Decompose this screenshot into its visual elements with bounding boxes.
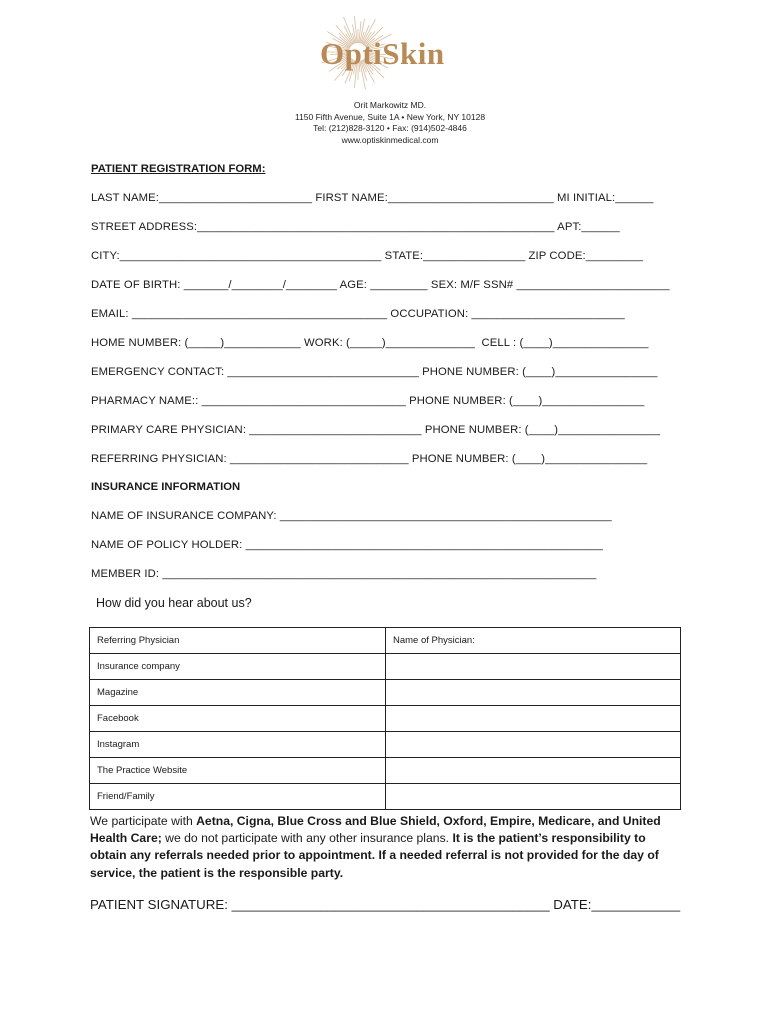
doctor-name: Orit Markowitz MD.	[353, 100, 427, 110]
referring-physician-field-line[interactable]: REFERRING PHYSICIAN: ____________________________ PHONE NUMBER: (____)________________	[91, 453, 648, 465]
practice-address	[220, 100, 560, 146]
table-row	[90, 784, 681, 810]
table-row	[90, 758, 681, 784]
signature-date-line[interactable]: PATIENT SIGNATURE: ___________________________________________ DATE:____________	[90, 897, 681, 912]
detail-cell[interactable]	[386, 654, 681, 680]
table-row	[90, 628, 681, 654]
emergency-contact-field-line[interactable]: EMERGENCY CONTACT: ______________________________ PHONE NUMBER: (____)________________	[91, 366, 658, 378]
member-id-field-line[interactable]: MEMBER ID: ____________________________________________________________________	[91, 568, 597, 580]
website: www.optiskinmedical.com	[341, 134, 439, 145]
source-cell[interactable]: Facebook	[90, 706, 386, 732]
notice-middle: we do not participate with any other insurance plans.	[161, 831, 453, 846]
notice-plans: Aetna, Cigna, Blue Cross and Blue Shield, Oxford, Empire, Medicare, and United Health Care;	[90, 814, 661, 846]
policy-holder-field-line[interactable]: NAME OF POLICY HOLDER: ________________________________________________________	[91, 539, 604, 551]
insurance-heading: INSURANCE INFORMATION	[91, 481, 241, 493]
detail-cell[interactable]	[386, 758, 681, 784]
source-cell[interactable]: Referring Physician	[90, 628, 386, 654]
notice-responsibility: It is the patient’s responsibility to obtain any referrals needed prior to appointment. If a needed referral is not provided for the day of service, the patient is the responsible party.	[90, 831, 659, 880]
detail-cell[interactable]	[386, 706, 681, 732]
phone-fax: Tel: (212)828-3120 • Fax: (914)502-4846	[313, 123, 467, 133]
referral-source-table	[89, 627, 681, 810]
detail-cell[interactable]: Name of Physician:	[386, 628, 681, 654]
notice-intro: We participate with	[90, 814, 197, 828]
insurance-company-field-line[interactable]: NAME OF INSURANCE COMPANY: ____________________________________________________	[91, 510, 612, 522]
primary-care-field-line[interactable]: PRIMARY CARE PHYSICIAN: ___________________________ PHONE NUMBER: (____)________________	[91, 424, 661, 436]
referral-source-question: How did you hear about us?	[96, 596, 252, 610]
table-row	[90, 654, 681, 680]
table-row	[90, 680, 681, 706]
source-cell[interactable]: The Practice Website	[90, 758, 386, 784]
email-occupation-field-line[interactable]: EMAIL: ________________________________________ OCCUPATION: ________________________	[91, 308, 625, 320]
phone-numbers-field-line[interactable]: HOME NUMBER: (_____)____________ WORK: (_____)______________ CELL : (____)_______________	[91, 337, 649, 349]
source-cell[interactable]: Insurance company	[90, 654, 386, 680]
dob-age-sex-ssn-field-line[interactable]: DATE OF BIRTH: _______/________/________ AGE: _________ SEX: M/F SSN# ________________________	[91, 279, 670, 291]
pharmacy-field-line[interactable]: PHARMACY NAME:: ________________________________ PHONE NUMBER: (____)________________	[91, 395, 645, 407]
insurance-notice	[90, 813, 680, 882]
street-address: 1150 Fifth Avenue, Suite 1A • New York, NY 10128	[294, 111, 486, 122]
source-cell[interactable]: Friend/Family	[90, 784, 386, 810]
detail-cell[interactable]	[386, 680, 681, 706]
street-address-field-line[interactable]: STREET ADDRESS:________________________________________________________ APT:______	[91, 221, 620, 233]
logo-text: OptiSkin	[320, 36, 445, 71]
source-cell[interactable]: Instagram	[90, 732, 386, 758]
table-row	[90, 706, 681, 732]
detail-cell[interactable]	[386, 784, 681, 810]
name-field-line[interactable]: LAST NAME:________________________ FIRST NAME:__________________________ MI INITIAL:______	[91, 192, 654, 204]
form-title: PATIENT REGISTRATION FORM:	[91, 163, 266, 175]
source-cell[interactable]: Magazine	[90, 680, 386, 706]
detail-cell[interactable]	[386, 732, 681, 758]
city-state-zip-field-line[interactable]: CITY:_________________________________________ STATE:________________ ZIP CODE:_________	[91, 250, 644, 262]
table-row	[90, 732, 681, 758]
